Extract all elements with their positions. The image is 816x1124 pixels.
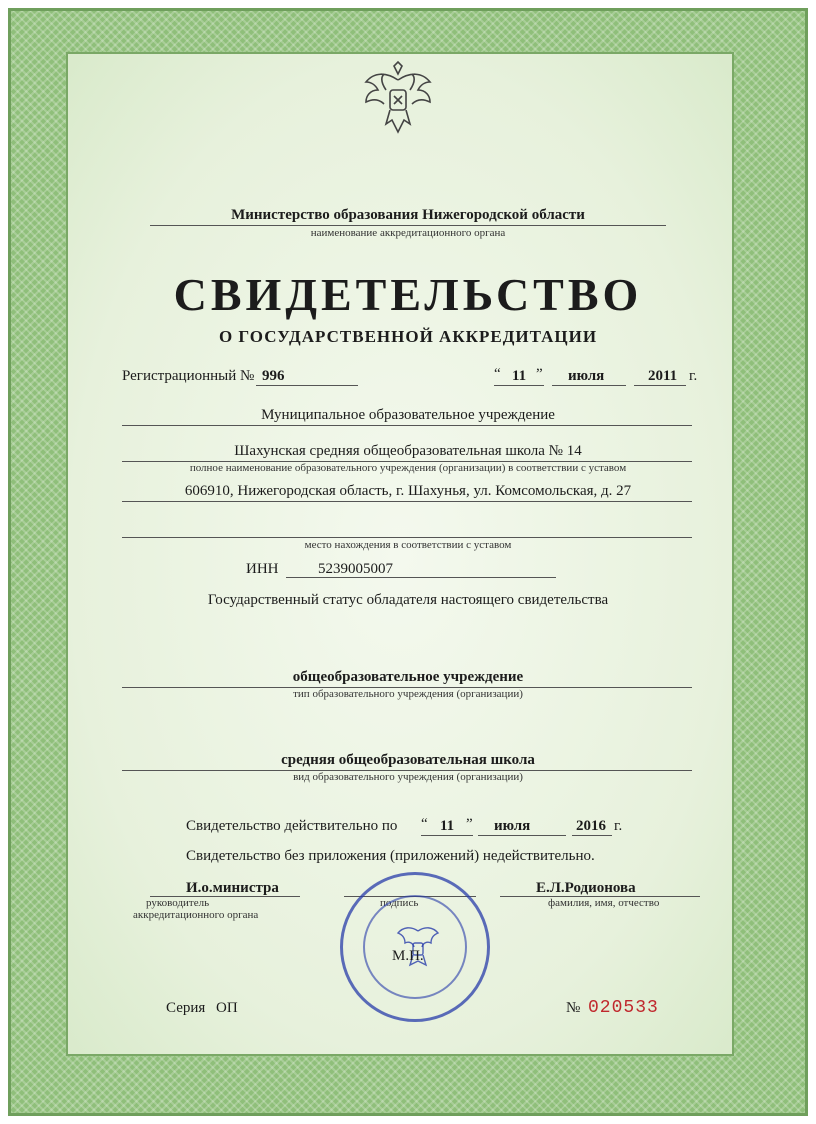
validity-year-suffix: г.: [614, 818, 623, 834]
institution-line-2: Шахунская средняя общеобразовательная школа № 14: [234, 443, 582, 459]
validity-year-underline: [572, 835, 612, 836]
validity-label: Свидетельство действительно по: [186, 818, 398, 834]
registration-year-underline: [634, 385, 686, 386]
registration-number: 996: [262, 368, 285, 384]
registration-close-quote: ”: [536, 366, 543, 382]
double-headed-eagle-emblem: [356, 60, 440, 144]
ministry-name: Министерство образования Нижегородской области: [231, 207, 585, 223]
registration-month: июля: [568, 368, 605, 384]
status-heading: Государственный статус обладателя настоящего свидетельства: [207, 592, 609, 608]
series-label: Серия: [166, 1000, 206, 1016]
inn-underline: [286, 577, 556, 578]
registration-number-underline: [256, 385, 358, 386]
address-value: 606910, Нижегородская область, г. Шахунья, ул. Комсомольская, д. 27: [184, 483, 632, 499]
registration-open-quote: “: [494, 366, 501, 382]
institution-caption: полное наименование образовательного учреждения (организации) в соответствии с уставом: [189, 462, 627, 474]
validity-year: 2016: [576, 818, 606, 834]
ministry-underline: [150, 225, 666, 226]
official-seal: [340, 872, 490, 1022]
serial-number: 020533: [588, 998, 659, 1018]
number-label: №: [566, 1000, 581, 1016]
ministry-caption: наименование аккредитационного органа: [310, 227, 506, 239]
institution-type-caption: тип образовательного учреждения (организации): [293, 688, 523, 700]
document-title: СВИДЕТЕЛЬСТВО: [173, 269, 643, 320]
signatory-position-caption-1: руководитель: [146, 897, 210, 909]
document-subtitle: О ГОСУДАРСТВЕННОЙ АККРЕДИТАЦИИ: [218, 327, 598, 346]
registration-label: Регистрационный №: [122, 368, 255, 384]
registration-day: 11: [512, 368, 527, 384]
validity-day: 11: [440, 818, 455, 834]
institution-line-1: Муниципальное образовательное учреждение: [261, 407, 555, 423]
signatory-position-caption-2: аккредитационного органа: [133, 909, 259, 921]
address-caption: место нахождения в соответствии с уставом: [304, 539, 512, 551]
inn-label: ИНН: [246, 561, 279, 577]
validity-close-quote: ”: [466, 816, 473, 832]
registration-year-suffix: г.: [689, 368, 698, 384]
registration-month-underline: [552, 385, 626, 386]
signatory-position: И.о.министра: [186, 880, 279, 896]
registration-day-underline: [494, 385, 544, 386]
series-value: ОП: [216, 1000, 238, 1016]
institution-kind-value: средняя общеобразовательная школа: [281, 752, 535, 768]
signatory-name: Е.Л.Родионова: [536, 880, 636, 896]
validity-month: июля: [494, 818, 531, 834]
institution-kind-caption: вид образовательного учреждения (организации): [293, 771, 523, 783]
address-underline: [122, 501, 692, 502]
address-second-underline: [122, 537, 692, 538]
appendix-note: Свидетельство без приложения (приложений) недействительно.: [186, 848, 595, 864]
seal-place-mark: М.П.: [392, 948, 424, 964]
validity-month-underline: [478, 835, 566, 836]
inn-value: 5239005007: [318, 561, 393, 577]
validity-open-quote: “: [421, 816, 428, 832]
registration-year: 2011: [648, 368, 678, 384]
validity-day-underline: [421, 835, 473, 836]
institution-type-value: общеобразовательное учреждение: [292, 669, 524, 685]
institution-line-1-underline: [122, 425, 692, 426]
signature-caption: подпись: [380, 897, 419, 909]
signatory-name-caption: фамилия, имя, отчество: [548, 897, 660, 909]
